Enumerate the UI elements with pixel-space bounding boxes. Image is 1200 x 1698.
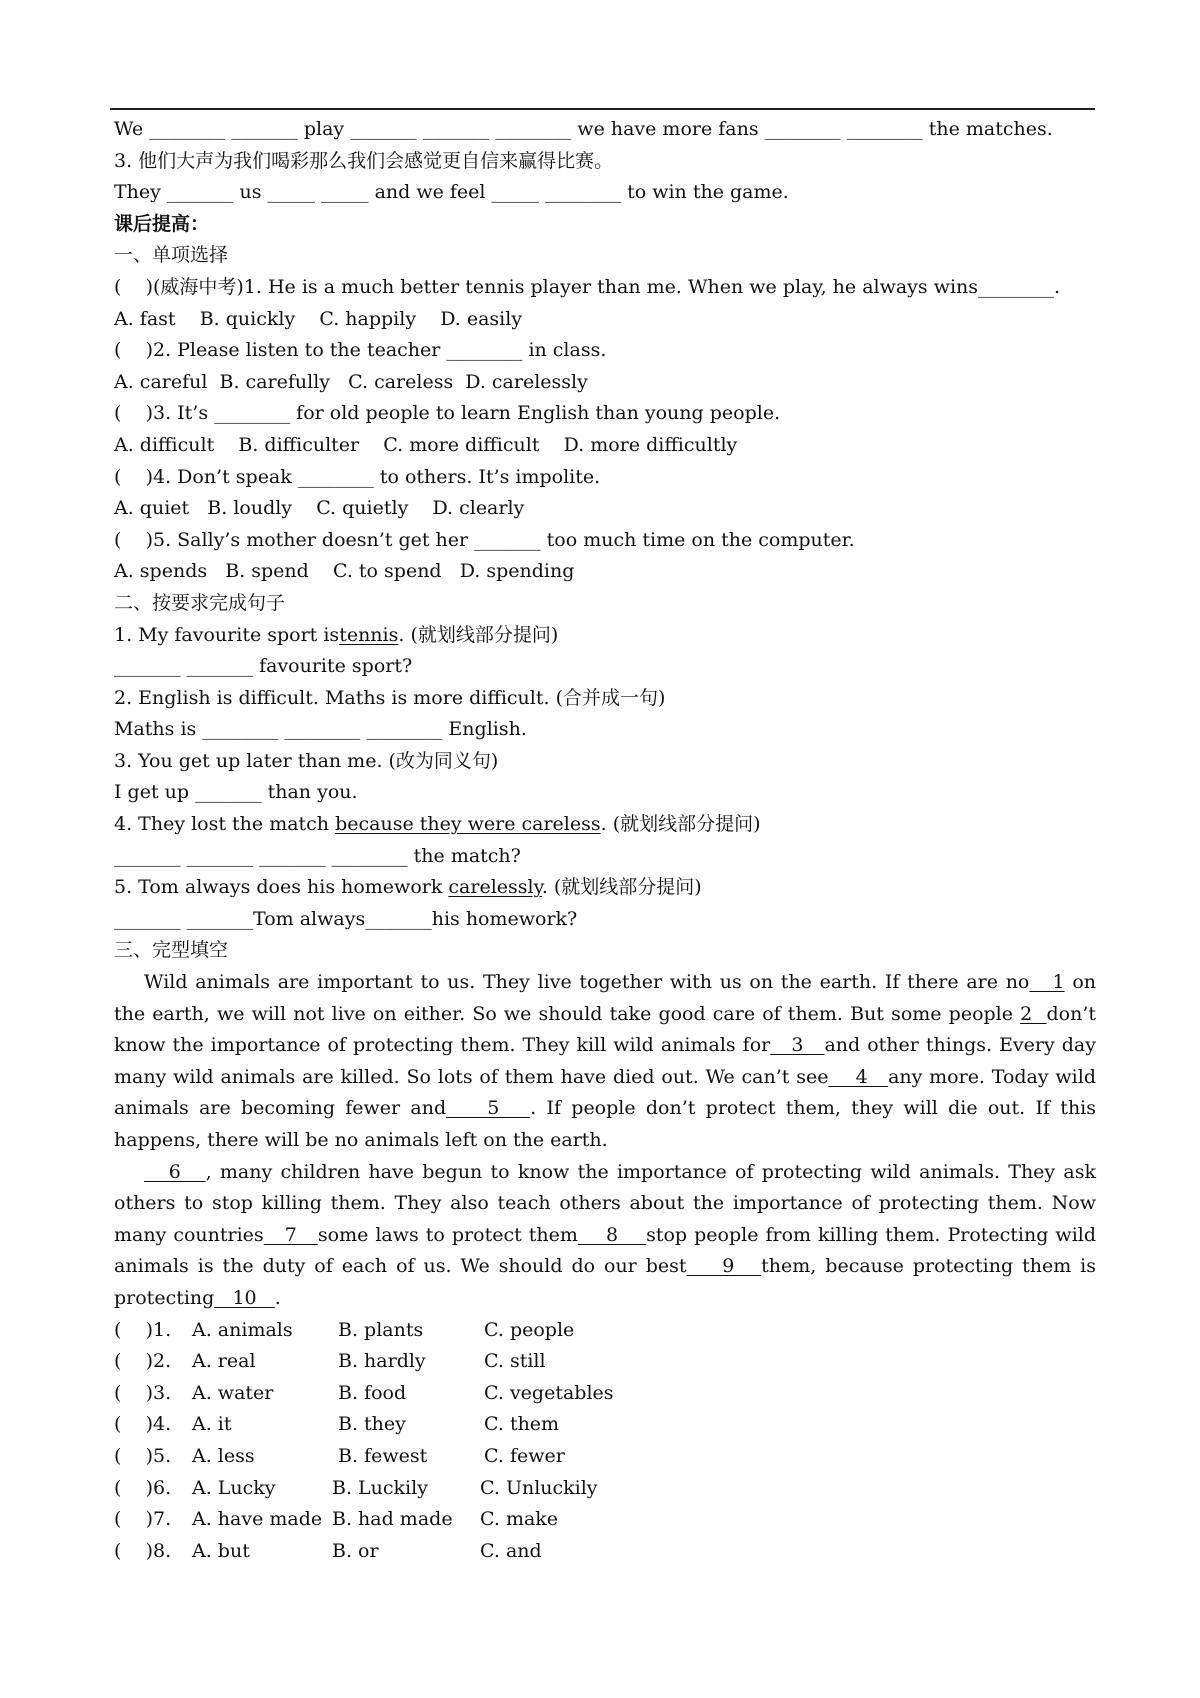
option-choice: B. hardly: [338, 1350, 426, 1373]
option-choice: A. less: [192, 1444, 255, 1467]
mc-question: ( )4. Don’t speak ________ to others. It’s impolite.: [114, 465, 601, 488]
option-choice: A. real: [192, 1350, 256, 1373]
cloze-blank: 1: [1029, 971, 1065, 994]
option-choice: A. but: [192, 1539, 250, 1562]
mc-question: ( )5. Sally’s mother doesn’t get her _______ too much time on the computer.: [114, 528, 855, 551]
sentence-text: 5. Tom always does his homework: [114, 876, 449, 899]
cloze-option-row: [114, 1441, 1096, 1473]
cloze-option-row: [114, 1315, 1096, 1347]
mc-question: ( )2. Please listen to the teacher ________ in class.: [114, 339, 607, 362]
answer-line: _______ _______ _______ ________ the match?: [114, 844, 521, 867]
underlined-part: carelessly: [448, 876, 542, 899]
cloze-option-row: [114, 1346, 1096, 1378]
cloze-text: any more. Today wild animals are becoming fewer and: [114, 1065, 1096, 1120]
sentence-text: 2. English is difficult. Maths is more difficult. (合并成一句): [114, 686, 666, 709]
translation-answer-line-3: They _______ us _____ _____ and we feel _____ ________ to win the game.: [114, 181, 789, 204]
underlined-part: tennis: [339, 623, 399, 646]
answer-line: _______ _______Tom always_______his homework?: [114, 907, 578, 930]
header-rule: [110, 108, 1095, 110]
option-choice: A. it: [192, 1413, 232, 1436]
option-choice: C. still: [484, 1350, 546, 1373]
mc-options: A. fast B. quickly C. happily D. easily: [114, 307, 523, 330]
part2-items: [114, 620, 1096, 936]
option-choice: A. animals: [192, 1318, 293, 1341]
underlined-part: because they were careless: [335, 813, 601, 836]
cloze-text: on the earth, we will not live on either. So we should take good care of them. But some people: [114, 971, 1096, 1025]
answer-line: Maths is ________ ________ ________ English.: [114, 718, 527, 741]
option-number: ( )5.: [114, 1444, 172, 1467]
mc-options: A. careful B. carefully C. careless D. carelessly: [114, 370, 588, 393]
cloze-options: [114, 1315, 1096, 1568]
option-choice: C. people: [484, 1318, 575, 1341]
cloze-option-row: [114, 1504, 1096, 1536]
cloze-text: Wild animals are important to us. They live together with us on the earth. If there are no: [144, 971, 1030, 994]
sentence-task: [114, 620, 1096, 652]
cloze-text: and other things. Every day many wild animals are killed. So lots of them have died out. We can’t see: [114, 1034, 1096, 1088]
answer-line: I get up _______ than you.: [114, 781, 358, 804]
cloze-option-row: [114, 1378, 1096, 1410]
part2-title: 二、按要求完成句子: [114, 591, 286, 614]
option-choice: C. fewer: [484, 1444, 565, 1467]
translation-question-3: 3. 他们大声为我们喝彩那么我们会感觉更自信来赢得比赛。: [114, 149, 614, 172]
worksheet-content: [114, 114, 1096, 1567]
cloze-paragraph-1: [114, 967, 1096, 1157]
option-choice: C. Unluckily: [480, 1476, 598, 1499]
cloze-blank: 6: [144, 1160, 206, 1183]
cloze-text: some laws to protect them: [317, 1223, 578, 1246]
cloze-text: them, because protecting them is protecting: [114, 1255, 1096, 1309]
cloze-blank: 9: [686, 1255, 762, 1278]
option-choice: B. they: [338, 1413, 406, 1436]
sentence-task: [114, 809, 1096, 841]
sentence-task: [114, 746, 1096, 778]
cloze-paragraph-2: [114, 1157, 1096, 1315]
sentence-text: 4. They lost the match: [114, 813, 336, 836]
option-choice: B. had made: [332, 1508, 453, 1531]
option-choice: A. have made: [192, 1508, 323, 1531]
cloze-blank: 4: [828, 1065, 889, 1088]
option-choice: C. and: [480, 1539, 542, 1562]
mc-options: A. difficult B. difficulter C. more difficult D. more difficultly: [114, 433, 738, 456]
option-choice: B. plants: [338, 1318, 424, 1341]
option-choice: B. Luckily: [332, 1476, 428, 1499]
mc-options: A. quiet B. loudly C. quietly D. clearly: [114, 497, 525, 520]
option-number: ( )7.: [114, 1508, 172, 1531]
cloze-option-row: [114, 1536, 1096, 1568]
cloze-blank: 7: [263, 1223, 318, 1246]
cloze-text: .: [274, 1286, 281, 1309]
option-number: ( )4.: [114, 1413, 172, 1436]
cloze-text: , many children have begun to know the importance of protecting wild animals. They ask others to stop killing them. They also teach others about the importance of protecting them. Now many countries: [114, 1160, 1096, 1246]
option-choice: B. food: [338, 1381, 407, 1404]
option-choice: B. or: [332, 1539, 379, 1562]
answer-line: _______ _______ favourite sport?: [114, 655, 413, 678]
section-title: 课后提高：: [114, 212, 210, 235]
cloze-option-row: [114, 1473, 1096, 1505]
cloze-blank: 8: [577, 1223, 647, 1246]
sentence-task: [114, 872, 1096, 904]
sentence-text: 3. You get up later than me. (改为同义句): [114, 749, 499, 772]
part3-title: 三、完型填空: [114, 939, 229, 962]
option-choice: C. vegetables: [484, 1381, 614, 1404]
cloze-blank: 5: [446, 1097, 531, 1120]
option-choice: A. Lucky: [192, 1476, 276, 1499]
sentence-text: 1. My favourite sport is: [114, 623, 340, 646]
option-choice: C. them: [484, 1413, 560, 1436]
cloze-option-row: [114, 1409, 1096, 1441]
cloze-text: don’t know the importance of protecting them. They kill wild animals for: [114, 1002, 1096, 1057]
sentence-instruction: . (就划线部分提问): [541, 876, 702, 899]
sentence-task: [114, 683, 1096, 715]
mc-options: A. spends B. spend C. to spend D. spending: [114, 560, 575, 583]
part1-title: 一、单项选择: [114, 244, 229, 267]
option-choice: A. water: [192, 1381, 274, 1404]
option-number: ( )2.: [114, 1350, 172, 1373]
option-number: ( )3.: [114, 1381, 172, 1404]
cloze-blank: 10: [214, 1286, 275, 1309]
cloze-text: stop people from killing them. Protecting wild animals is the duty of each of us. We should do our best: [114, 1223, 1097, 1278]
option-number: ( )1.: [114, 1318, 172, 1341]
part1-items: [114, 272, 1096, 588]
option-choice: B. fewest: [338, 1444, 428, 1467]
option-number: ( )6.: [114, 1476, 172, 1499]
mc-question: ( )(威海中考)1. He is a much better tennis player than me. When we play, he always wins________.: [114, 275, 1061, 298]
translation-answer-line-2: We ________ _______ play _______ _______ ________ we have more fans ________ ________ the matches.: [114, 118, 1053, 140]
cloze-blank: 3: [770, 1034, 825, 1057]
sentence-instruction: . (就划线部分提问): [600, 813, 761, 836]
sentence-instruction: . (就划线部分提问): [398, 623, 559, 646]
option-choice: C. make: [480, 1508, 559, 1531]
mc-question: ( )3. It’s ________ for old people to learn English than young people.: [114, 402, 781, 425]
cloze-text: . If people don’t protect them, they will die out. If this happens, there will be no animals left on the earth.: [114, 1097, 1097, 1151]
option-number: ( )8.: [114, 1539, 172, 1562]
cloze-blank: 2: [1020, 1002, 1047, 1025]
